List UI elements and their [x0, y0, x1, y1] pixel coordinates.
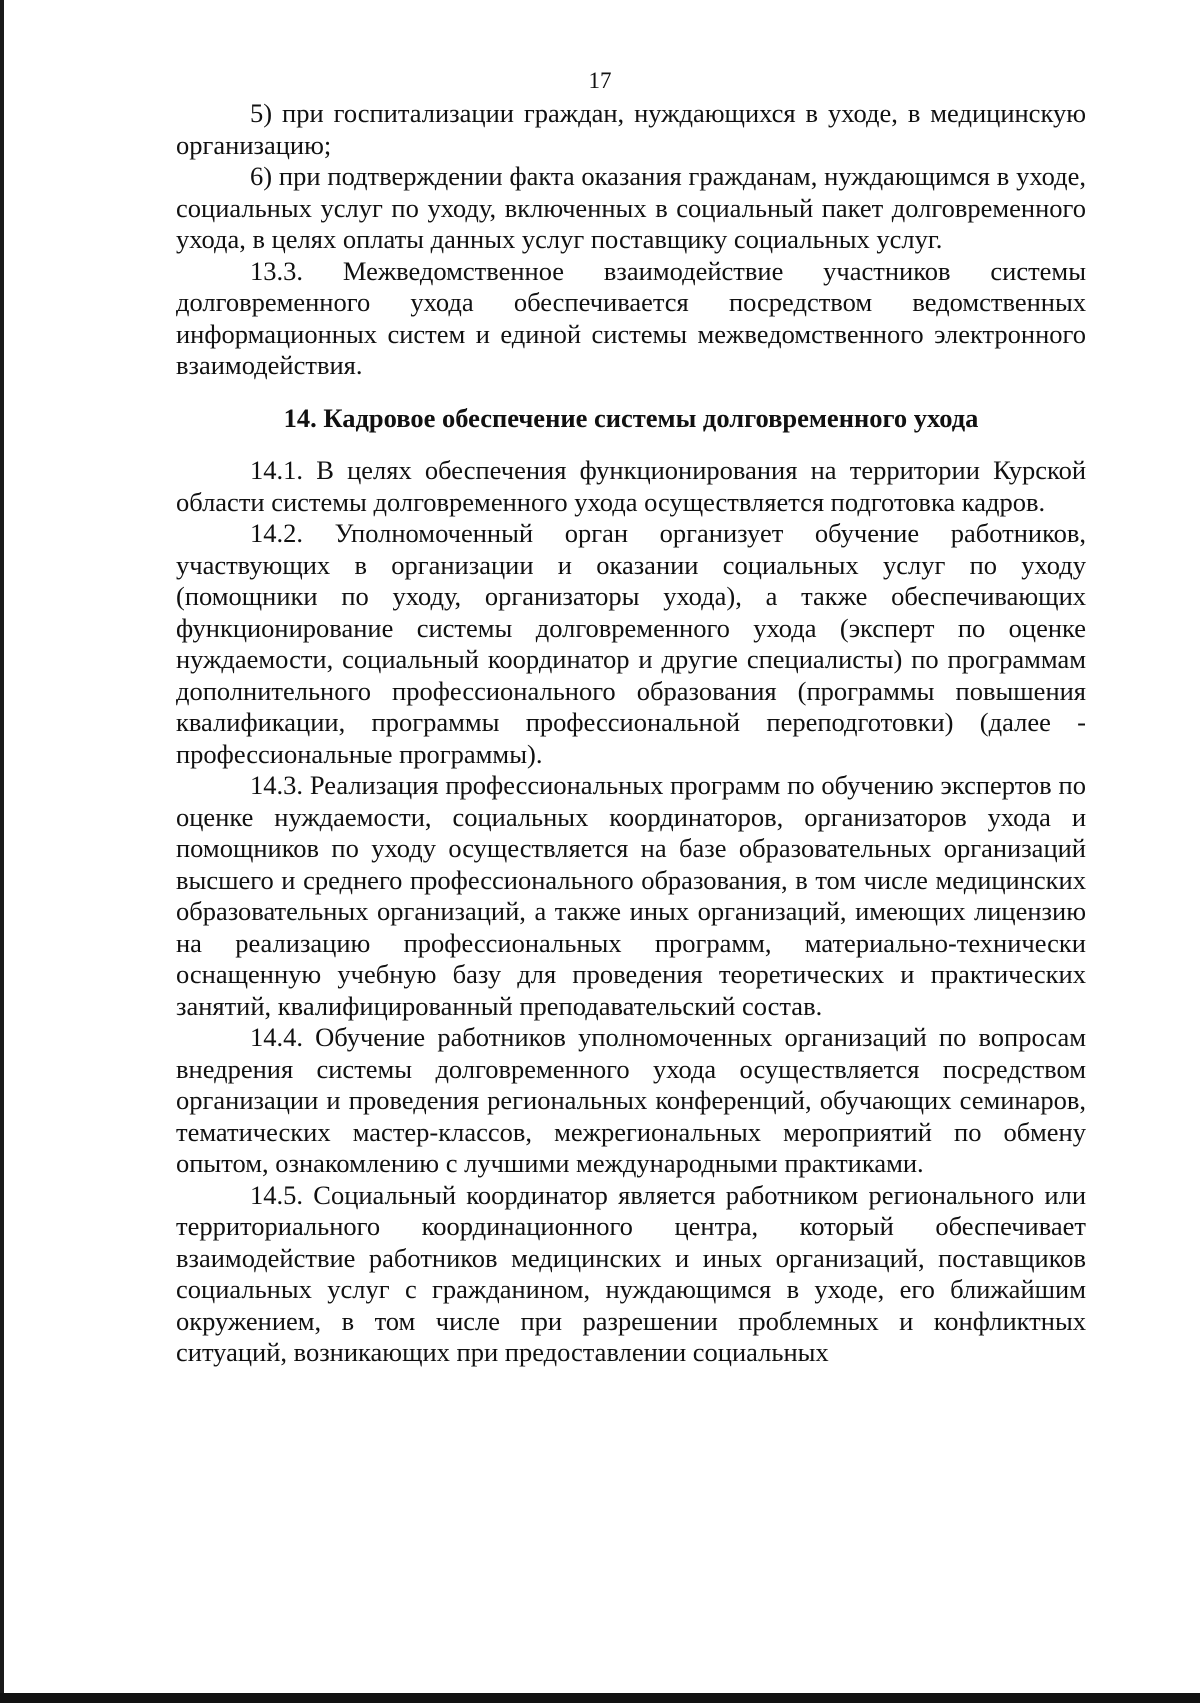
scan-left-edge — [0, 0, 4, 1703]
paragraph-13-3: 13.3. Межведомственное взаимодействие участников системы долговременного ухода обеспечивается посредством ведомственных информационных систем и единой системы межведомственного электронного взаимодействия. — [176, 255, 1086, 380]
paragraph-14-1: 14.1. В целях обеспечения функционирования на территории Курской области системы долговременного ухода осуществляется подготовка кадров. — [176, 455, 1086, 517]
paragraph-item-6: 6) при подтверждении факта оказания гражданам, нуждающимся в уходе, социальных услуг по уходу, включенных в социальный пакет долговременного ухода, в целях оплаты данных услуг поставщику социальных услуг. — [176, 161, 1086, 254]
document-body — [176, 98, 1086, 1369]
section-heading: 14. Кадровое обеспечение системы долговременного ухода — [283, 402, 979, 433]
scan-bottom-edge — [0, 1693, 1200, 1703]
paragraph-14-2: 14.2. Уполномоченный орган организует обучение работников, участвующих в организации и оказании социальных услуг по уходу (помощники по уходу, организаторы ухода), а также обеспечивающих функционирование системы долговременного ухода (эксперт по оценке нуждаемости, социальный координатор и другие специалисты) по программам дополнительного профессионального образования (программы повышения квалификации, программы профессиональной переподготовки) (далее - профессиональные программы). — [176, 518, 1086, 769]
paragraph-14-4: 14.4. Обучение работников уполномоченных организаций по вопросам внедрения системы долговременного ухода осуществляется посредством организации и проведения региональных конференций, обучающих семинаров, тематических мастер-классов, межрегиональных мероприятий по обмену опытом, ознакомлению с лучшими международными практиками. — [176, 1022, 1086, 1178]
paragraph-14-3: 14.3. Реализация профессиональных программ по обучению экспертов по оценке нуждаемости, социальных координаторов, организаторов ухода и помощников по уходу осуществляется на базе образовательных организаций высшего и среднего профессионального образования, в том числе медицинских образовательных организаций, а также иных организаций, имеющих лицензию на реализацию профессиональных программ, материально-технически оснащенную учебную базу для проведения теоретических и практических занятий, квалифицированный преподавательский состав. — [176, 770, 1086, 1021]
paragraph-item-5: 5) при госпитализации граждан, нуждающихся в уходе, в медицинскую организацию; — [176, 98, 1086, 160]
paragraph-14-5: 14.5. Социальный координатор является работником регионального или территориального координационного центра, который обеспечивает взаимодействие работников медицинских и иных организаций, поставщиков социальных услуг с гражданином, нуждающимся в уходе, его ближайшим окружением, в том числе при разрешении проблемных и конфликтных ситуаций, возникающих при предоставлении социальных — [176, 1179, 1086, 1367]
page-number: 17 — [588, 68, 612, 93]
